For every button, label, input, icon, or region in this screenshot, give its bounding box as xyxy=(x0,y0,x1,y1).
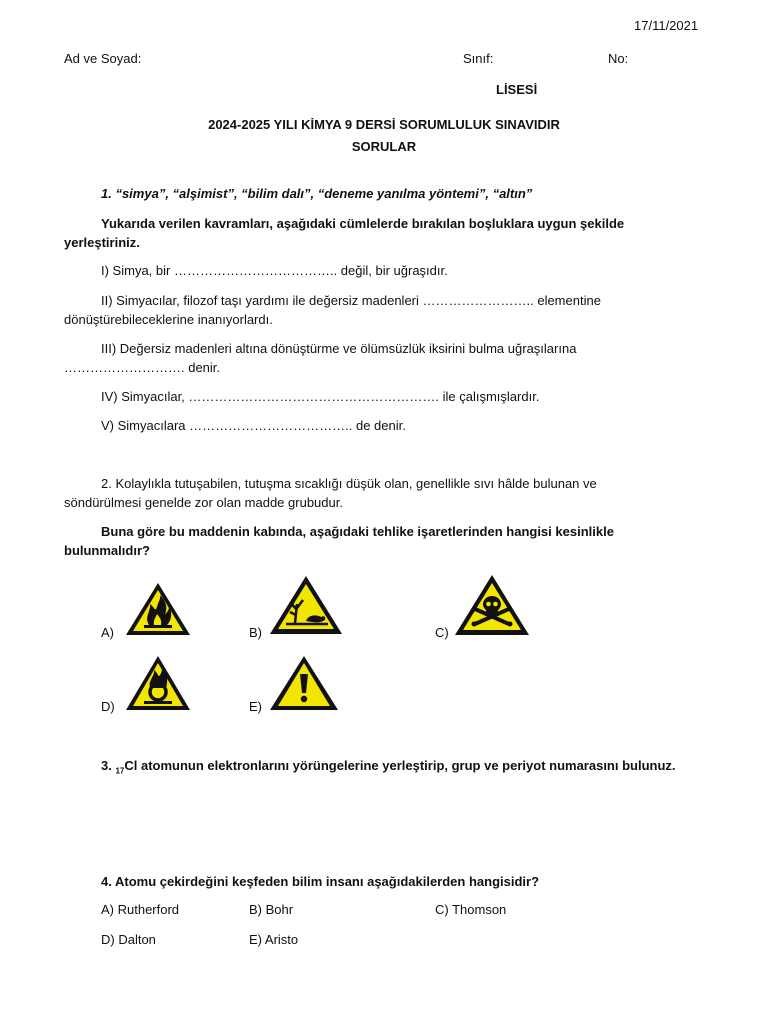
name-label: Ad ve Soyad: xyxy=(64,51,142,66)
q3-atomic-number: 17 xyxy=(115,766,125,776)
q3-question xyxy=(101,758,676,776)
q1-terms: 1. “simya”, “alşimist”, “bilim dalı”, “deneme yanılma yöntemi”, “altın” xyxy=(101,186,533,201)
q4-option-e: E) Aristo xyxy=(249,932,299,947)
environmental-hazard-icon xyxy=(268,574,344,636)
q1-instruction-line2: yerleştiriniz. xyxy=(64,235,140,250)
flammable-icon xyxy=(124,581,192,637)
exam-subtitle: SORULAR xyxy=(351,139,417,154)
q1-item-5: V) Simyacılara ……………………………….. de denir. xyxy=(101,418,406,433)
q1-instruction-line1: Yukarıda verilen kavramları, aşağıdaki cümlelerde bırakılan boşluklara uygun şekilde xyxy=(101,216,625,231)
q4-option-a: A) Rutherford xyxy=(101,902,180,917)
q2-option-b-label: B) xyxy=(249,625,262,640)
q1-item-1: I) Simya, bir ……………………………….. değil, bir uğraşıdır. xyxy=(101,263,448,278)
number-label: No: xyxy=(608,51,629,66)
q4-option-d: D) Dalton xyxy=(101,932,156,947)
exclamation-warning-icon xyxy=(268,654,340,712)
q2-text-line2: söndürülmesi genelde zor olan madde grubudur. xyxy=(64,495,343,510)
q2-question-line2: bulunmalıdır? xyxy=(64,543,150,558)
q3-text: Cl atomunun elektronlarını yörüngelerine yerleştirip, grup ve periyot numarasını bulunuz. xyxy=(124,758,676,773)
q4-option-c: C) Thomson xyxy=(435,902,507,917)
q2-question-line1: Buna göre bu maddenin kabında, aşağıdaki tehlike işaretlerinden hangisi kesinlikle xyxy=(101,524,614,539)
q1-item-3-line2: ………………………. denir. xyxy=(64,360,221,375)
q2-text-line1: 2. Kolaylıkla tutuşabilen, tutuşma sıcaklığı düşük olan, genellikle sıvı hâlde bulunan ve xyxy=(101,476,597,491)
school-name: LİSESİ xyxy=(496,82,538,97)
q2-option-c-label: C) xyxy=(435,625,449,640)
q1-item-4: IV) Simyacılar, …………………………………………………. ile çalışmışlardır. xyxy=(101,389,540,404)
q2-option-d-label: D) xyxy=(101,699,115,714)
q1-item-2-line2: dönüştürebileceklerine inanıyorlardı. xyxy=(64,312,273,327)
oxidizing-icon xyxy=(124,654,192,712)
class-label: Sınıf: xyxy=(463,51,494,66)
q2-option-a-label: A) xyxy=(101,625,114,640)
q2-option-e-label: E) xyxy=(249,699,262,714)
q1-item-3-line1: III) Değersiz madenleri altına dönüştürme ve ölümsüzlük iksirini bulma uğraşılarına xyxy=(101,341,577,356)
q4-option-b: B) Bohr xyxy=(249,902,294,917)
q3-prefix: 3. xyxy=(101,758,116,773)
q4-question: 4. Atomu çekirdeğini keşfeden bilim insanı aşağıdakilerden hangisidir? xyxy=(101,874,540,889)
q1-item-2-line1: II) Simyacılar, filozof taşı yardımı ile değersiz madenleri …………………….. elementine xyxy=(101,293,601,308)
exam-date: 17/11/2021 xyxy=(634,18,699,33)
toxic-skull-icon xyxy=(453,573,531,637)
exam-title: 2024-2025 YILI KİMYA 9 DERSİ SORUMLULUK SINAVIDIR xyxy=(208,117,560,132)
